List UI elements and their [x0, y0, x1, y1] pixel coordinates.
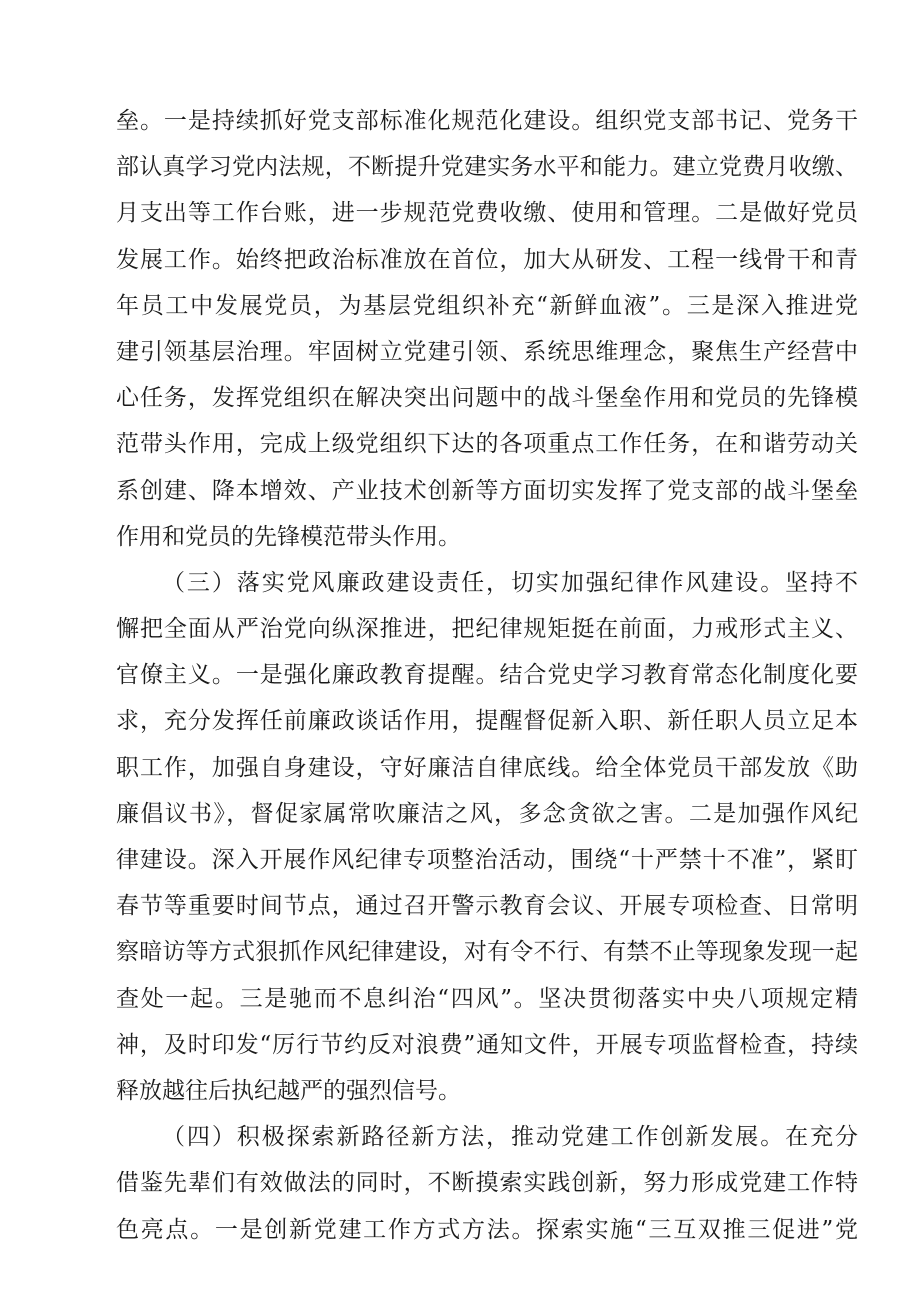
text-line: 官僚主义。一是强化廉政教育提醒。结合党史学习教育常态化制度化要: [116, 662, 858, 689]
text-line: 部认真学习党内法规，不断提升党建实务水平和能力。建立党费月收缴、: [116, 154, 858, 181]
text-line: 廉倡议书》，督促家属常吹廉洁之风，多念贪欲之害。二是加强作风纪: [116, 800, 858, 827]
document-body: [116, 98, 858, 1253]
text-line: 神，及时印发“厉行节约反对浪费”通知文件，开展专项监督检查，持续: [116, 1031, 858, 1058]
text-line: 春节等重要时间节点，通过召开警示教育会议、开展专项检查、日常明: [116, 893, 858, 920]
text-line: 系创建、降本增效、产业技术创新等方面切实发挥了党支部的战斗堡垒: [116, 477, 858, 504]
text-line: 查处一起。三是驰而不息纠治“四风”。坚决贯彻落实中央八项规定精: [116, 985, 858, 1012]
text-line: 懈把全面从严治党向纵深推进，把纪律规矩挺在前面，力戒形式主义、: [116, 616, 858, 643]
text-line: 借鉴先辈们有效做法的同时，不断摸索实践创新，努力形成党建工作特: [116, 1170, 858, 1197]
text-line: 年员工中发展党员，为基层党组织补充“新鲜血液”。三是深入推进党: [116, 292, 858, 319]
text-line: 月支出等工作台账，进一步规范党费收缴、使用和管理。二是做好党员: [116, 200, 858, 227]
text-line: 心任务，发挥党组织在解决突出问题中的战斗堡垒作用和党员的先锋模: [116, 385, 858, 412]
text-line: 色亮点。一是创新党建工作方式方法。探索实施“三互双推三促进”党: [116, 1216, 858, 1243]
paragraph-party-branch-building: [116, 98, 858, 560]
text-line: 求，充分发挥任前廉政谈话作用，提醒督促新入职、新任职人员立足本: [116, 708, 858, 735]
text-line: 作用和党员的先锋模范带头作用。: [116, 523, 461, 550]
text-line: 建引领基层治理。牢固树立党建引领、系统思维理念，聚焦生产经营中: [116, 338, 858, 365]
text-line: 范带头作用，完成上级党组织下达的各项重点工作任务，在和谐劳动关: [116, 431, 858, 458]
text-line: 释放越往后执纪越严的强烈信号。: [116, 1077, 461, 1104]
paragraph-section-four: [116, 1114, 858, 1253]
text-line: 律建设。深入开展作风纪律专项整治活动，围绕“十严禁十不准”，紧盯: [116, 847, 858, 873]
paragraph-section-three: [116, 560, 858, 1114]
text-line: 发展工作。始终把政治标准放在首位，加大从研发、工程一线骨干和青: [116, 246, 858, 273]
text-line: 职工作，加强自身建设，守好廉洁自律底线。给全体党员干部发放《助: [116, 754, 858, 781]
text-line: 垒。一是持续抓好党支部标准化规范化建设。组织党支部书记、党务干: [116, 108, 858, 134]
text-line: 察暗访等方式狠抓作风纪律建设，对有令不行、有禁不止等现象发现一起: [116, 939, 858, 966]
section-heading-line: （四）积极探索新路径新方法，推动党建工作创新发展。在充分: [162, 1124, 858, 1151]
section-heading-line: （三）落实党风廉政建设责任，切实加强纪律作风建设。坚持不: [162, 569, 858, 596]
